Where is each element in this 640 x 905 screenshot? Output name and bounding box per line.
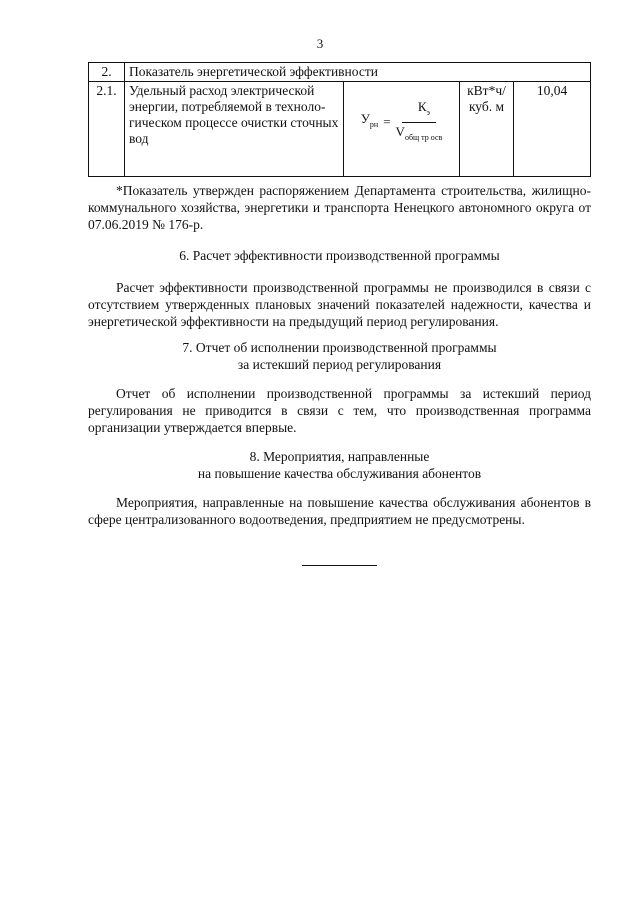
table-row-section xyxy=(89,63,591,82)
indicators-table xyxy=(88,62,591,177)
formula-cell xyxy=(344,82,460,177)
item-name-cell: Удельный расход электрической энергии, потребляемой в техноло-гическом процессе очистки сточных вод xyxy=(125,82,344,177)
value-cell: 10,04 xyxy=(514,82,591,177)
table-row-item xyxy=(89,82,591,177)
section-6-heading: 6. Расчет эффективности производственной программы xyxy=(179,248,500,263)
section-title-cell: Показатель энергетической эффективности xyxy=(125,63,591,82)
page-number: 3 xyxy=(316,36,324,51)
footer-rule xyxy=(302,565,377,566)
formula-denominator: $V_{общ тр осв}$ xyxy=(395,123,443,142)
section-7-para: Отчет об исполнении производственной программы за истекший период регулирования не приводится в связи с тем, что производственная программа организации утверждается впервые. xyxy=(88,386,591,435)
section-8-heading: 8. Мероприятия, направленные на повышение качества обслуживания абонентов xyxy=(197,449,482,481)
formula-fraction xyxy=(396,99,443,146)
section-num-cell: 2. xyxy=(89,63,125,82)
formula-lhs-sub: рн xyxy=(369,120,379,129)
unit-cell: кВт*ч/ куб. м xyxy=(460,82,514,177)
section-6-para: Расчет эффективности производственной программы не производился в связи с отсутствием утвержденных плановых значений показателей надежности, качества и энергетической эффективности на предыдущий период регулирования. xyxy=(88,280,591,329)
formula-equals: = xyxy=(383,114,391,129)
formula-lhs: $У_{рн}$ xyxy=(360,111,379,129)
section-7-heading: 7. Отчет об исполнении производственной программы за истекший период регулирования xyxy=(182,340,497,372)
formula xyxy=(348,99,455,160)
item-num-cell: 2.1. xyxy=(89,82,125,177)
section-8-para: Мероприятия, направленные на повышение качества обслуживания абонентов в сфере централизованного водоотведения, предприятием не предусмотрены. xyxy=(88,495,591,527)
formula-numerator: $К_э$ xyxy=(402,99,436,123)
footnote: *Показатель утвержден распоряжением Департамента строительства, жилищно-коммунального хозяйства, энергетики и транспорта Ненецкого автономного округа от 07.06.2019 № 176-р. xyxy=(88,183,591,232)
